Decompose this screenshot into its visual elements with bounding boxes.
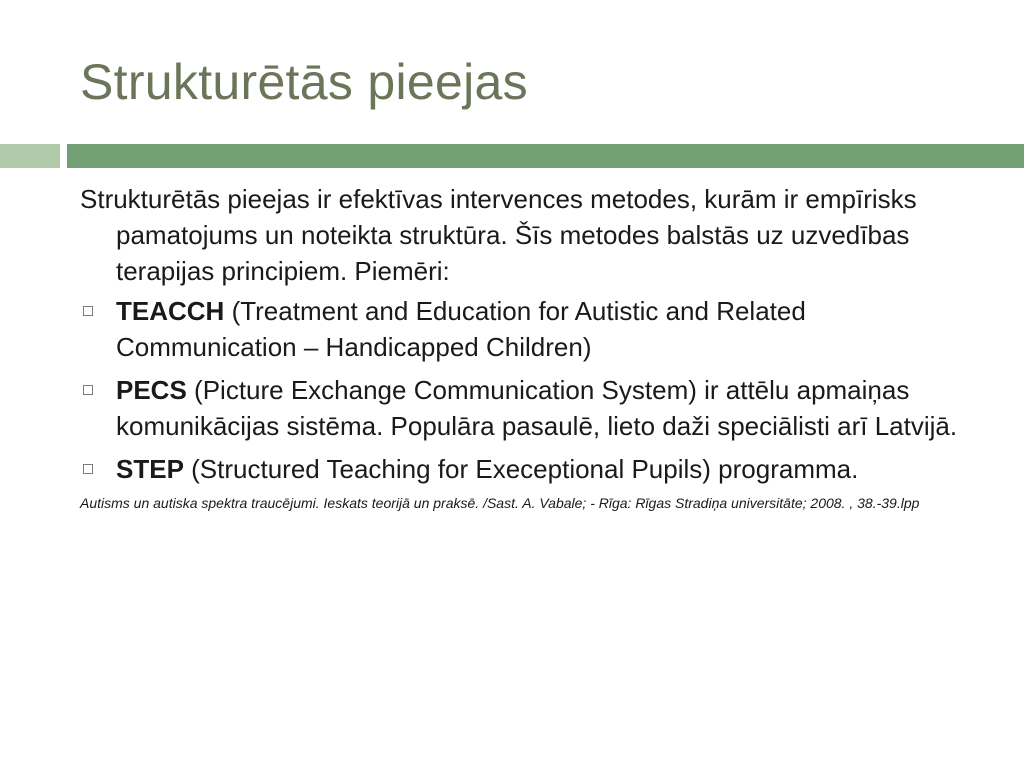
hollow-square-icon <box>83 306 93 316</box>
hollow-square-icon <box>83 385 93 395</box>
hollow-square-icon <box>83 464 93 474</box>
accent-bar-light <box>0 144 60 168</box>
list-item-pecs <box>80 372 980 444</box>
item-text: (Structured Teaching for Execeptional Pupils) programma. <box>183 454 859 484</box>
item-text: (Treatment and Education for Autistic and Related Communication – Handicapped Children) <box>116 296 806 362</box>
citation: Autisms un autiska spektra traucējumi. Ieskats teorijā un praksē. /Sast. A. Vabale; - Rīga: Rīgas Stradiņa universitāte; 2008. , 38.-39.lpp <box>80 495 920 511</box>
item-term: TEACCH <box>116 296 225 326</box>
intro-paragraph: Strukturētās pieejas ir efektīvas intervences metodes, kurām ir empīrisks pamatojums un noteikta struktūra. Šīs metodes balstās uz uzvedības terapijas principiem. Piemēri: <box>80 184 917 286</box>
accent-bar-dark <box>67 144 1024 168</box>
item-text: (Picture Exchange Communication System) ir attēlu apmaiņas komunikācijas sistēma. Populāra pasaulē, lieto daži speciālisti arī Latvijā. <box>116 375 958 441</box>
item-term: PECS <box>116 375 187 405</box>
slide-title: Strukturētās pieejas <box>80 54 528 110</box>
slide-body <box>80 181 980 512</box>
list-item-step <box>80 451 980 487</box>
item-term: STEP <box>116 454 184 484</box>
list-item-teacch <box>80 293 980 365</box>
